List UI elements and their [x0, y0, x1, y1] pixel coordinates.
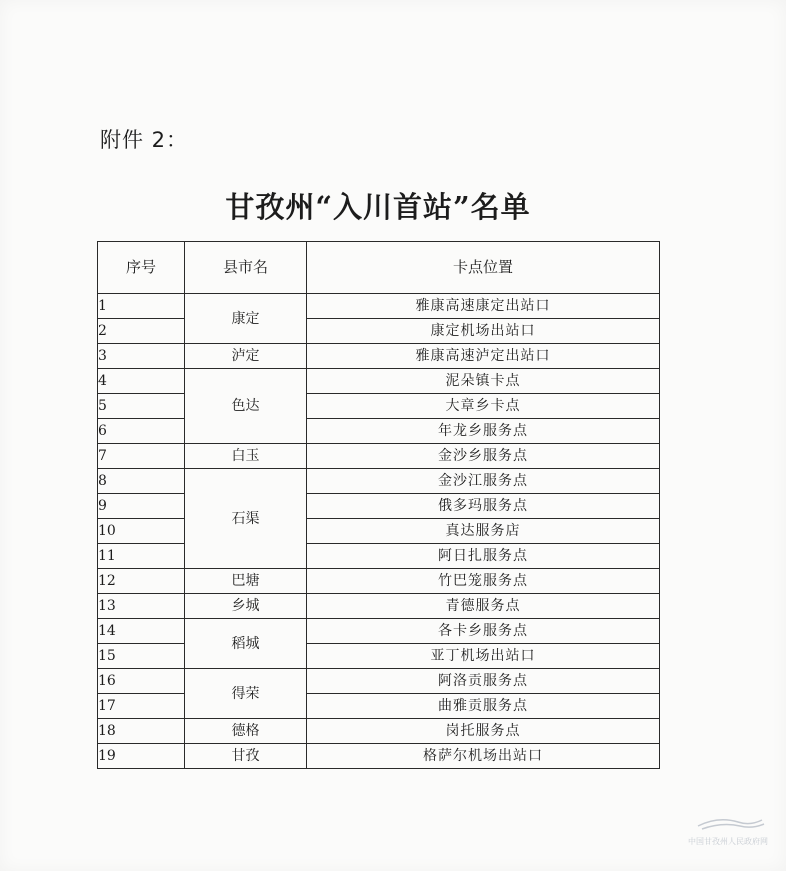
serial-cell: 7: [98, 444, 185, 469]
location-cell: 真达服务店: [307, 519, 660, 544]
header-location: 卡点位置: [307, 242, 660, 294]
table-row: [98, 394, 660, 419]
location-cell: 竹巴笼服务点: [307, 569, 660, 594]
watermark-logo: [678, 810, 778, 850]
county-cell: 乡城: [185, 594, 307, 619]
county-cell: 巴塘: [185, 569, 307, 594]
table-row: [98, 594, 660, 619]
attachment-label: 附件 2：: [100, 128, 189, 152]
location-cell: 亚丁机场出站口: [307, 644, 660, 669]
county-cell: 得荣: [185, 669, 307, 719]
serial-cell: 19: [98, 744, 185, 769]
table-header-row: [98, 242, 660, 294]
county-cell: 色达: [185, 369, 307, 444]
mountain-logo-icon: [698, 820, 764, 829]
table-row: [98, 494, 660, 519]
serial-cell: 11: [98, 544, 185, 569]
serial-cell: 10: [98, 519, 185, 544]
county-cell: 德格: [185, 719, 307, 744]
serial-cell: 2: [98, 319, 185, 344]
county-cell: 稻城: [185, 619, 307, 669]
location-cell: 大章乡卡点: [307, 394, 660, 419]
serial-cell: 4: [98, 369, 185, 394]
table-row: [98, 369, 660, 394]
table-row: [98, 644, 660, 669]
serial-cell: 6: [98, 419, 185, 444]
county-cell: 石渠: [185, 469, 307, 569]
table-row: [98, 444, 660, 469]
document-title: 甘孜州“入川首站”名单: [225, 190, 531, 224]
county-cell: 康定: [185, 294, 307, 344]
table-row: [98, 619, 660, 644]
header-county: 县市名: [185, 242, 307, 294]
table-row: [98, 319, 660, 344]
serial-cell: 16: [98, 669, 185, 694]
location-cell: 各卡乡服务点: [307, 619, 660, 644]
table-row: [98, 744, 660, 769]
location-cell: 雅康高速康定出站口: [307, 294, 660, 319]
serial-cell: 17: [98, 694, 185, 719]
serial-cell: 15: [98, 644, 185, 669]
location-cell: 阿洛贡服务点: [307, 669, 660, 694]
county-cell: 泸定: [185, 344, 307, 369]
table-row: [98, 294, 660, 319]
serial-cell: 12: [98, 569, 185, 594]
table-row: [98, 344, 660, 369]
location-cell: 俄多玛服务点: [307, 494, 660, 519]
serial-cell: 14: [98, 619, 185, 644]
location-cell: 青德服务点: [307, 594, 660, 619]
location-cell: 年龙乡服务点: [307, 419, 660, 444]
checkpoint-table: [97, 241, 660, 769]
table-row: [98, 469, 660, 494]
location-cell: 康定机场出站口: [307, 319, 660, 344]
table-body: [98, 294, 660, 769]
county-cell: 甘孜: [185, 744, 307, 769]
serial-cell: 3: [98, 344, 185, 369]
serial-cell: 5: [98, 394, 185, 419]
location-cell: 岗托服务点: [307, 719, 660, 744]
location-cell: 格萨尔机场出站口: [307, 744, 660, 769]
table-row: [98, 519, 660, 544]
table-row: [98, 694, 660, 719]
location-cell: 泥朵镇卡点: [307, 369, 660, 394]
location-cell: 金沙江服务点: [307, 469, 660, 494]
location-cell: 金沙乡服务点: [307, 444, 660, 469]
header-serial: 序号: [98, 242, 185, 294]
serial-cell: 13: [98, 594, 185, 619]
location-cell: 曲雅贡服务点: [307, 694, 660, 719]
watermark-text: 中国甘孜州人民政府网: [688, 837, 768, 846]
table-row: [98, 669, 660, 694]
table-row: [98, 719, 660, 744]
county-cell: 白玉: [185, 444, 307, 469]
serial-cell: 18: [98, 719, 185, 744]
serial-cell: 9: [98, 494, 185, 519]
table-row: [98, 544, 660, 569]
location-cell: 阿日扎服务点: [307, 544, 660, 569]
serial-cell: 8: [98, 469, 185, 494]
table-row: [98, 569, 660, 594]
serial-cell: 1: [98, 294, 185, 319]
table-row: [98, 419, 660, 444]
location-cell: 雅康高速泸定出站口: [307, 344, 660, 369]
